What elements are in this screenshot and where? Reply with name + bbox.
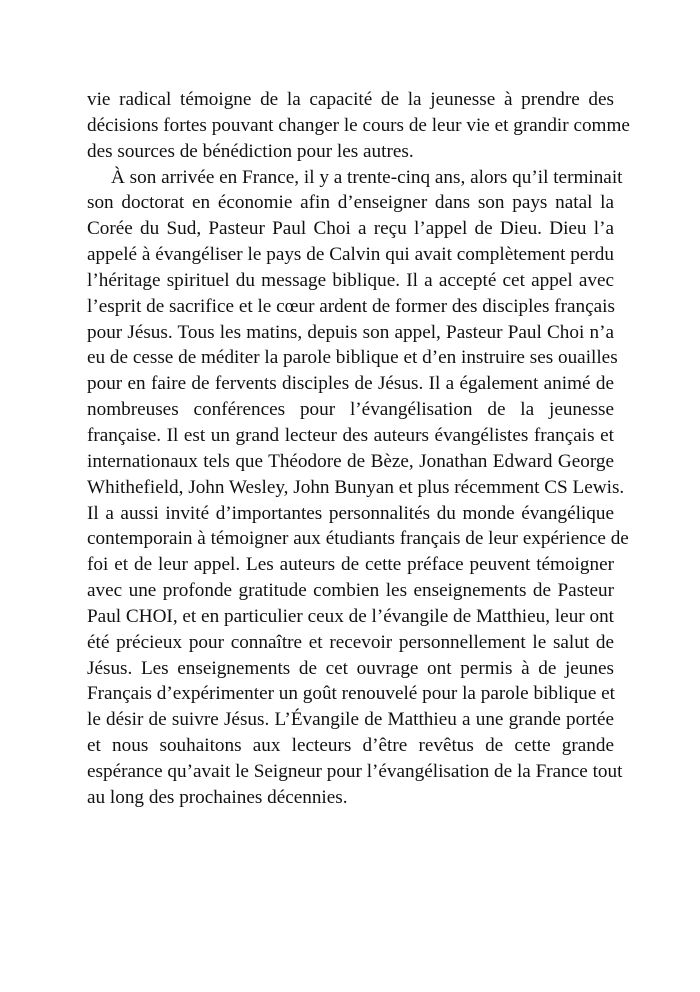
text-line: Paul CHOI, et en particulier ceux de l’évangile de Matthieu, leur ont (87, 605, 614, 627)
text-line: Jésus. Les enseignements de cet ouvrage ont permis à de jeunes (87, 657, 614, 679)
text-line: nombreuses conférences pour l’évangélisation de la jeunesse (87, 399, 614, 421)
text-line: française. Il est un grand lecteur des auteurs évangélistes français et (87, 424, 614, 446)
text-line: appelé à évangéliser le pays de Calvin qui avait complètement perdu (87, 244, 614, 266)
text-line: son doctorat en économie afin d’enseigner dans son pays natal la (87, 192, 614, 214)
text-line: Il a aussi invité d’importantes personnalités du monde évangélique (87, 502, 614, 524)
text-line: des sources de bénédiction pour les autres. (87, 140, 414, 162)
document-page (87, 87, 630, 811)
text-line: pour en faire de fervents disciples de Jésus. Il a également animé de (87, 373, 614, 395)
text-line: l’esprit de sacrifice et le cœur ardent de former des disciples français (87, 295, 615, 317)
text-line: Français d’expérimenter un goût renouvelé pour la parole biblique et (87, 683, 616, 705)
text-line: Whithefield, John Wesley, John Bunyan et plus récemment CS Lewis. (87, 476, 625, 498)
text-line: espérance qu’avait le Seigneur pour l’évangélisation de la France tout (87, 760, 623, 782)
text-line: contemporain à témoigner aux étudiants français de leur expérience de (87, 528, 629, 550)
paragraph (87, 165, 629, 811)
text-line: le désir de suivre Jésus. L’Évangile de Matthieu a une grande portée (87, 709, 614, 731)
text-line: pour Jésus. Tous les matins, depuis son appel, Pasteur Paul Choi n’a (87, 321, 614, 343)
text-line: été précieux pour connaître et recevoir personnellement le salut de (87, 631, 614, 653)
text-line: À son arrivée en France, il y a trente-cinq ans, alors qu’il terminait (111, 166, 623, 188)
text-line: internationaux tels que Théodore de Bèze, Jonathan Edward George (87, 450, 614, 472)
text-line: et nous souhaitons aux lecteurs d’être revêtus de cette grande (87, 735, 614, 757)
text-line: foi et de leur appel. Les auteurs de cette préface peuvent témoigner (87, 554, 614, 576)
text-line: eu de cesse de méditer la parole biblique et d’en instruire ses ouailles (87, 347, 618, 369)
text-line: vie radical témoigne de la capacité de la jeunesse à prendre des (87, 89, 614, 110)
text-line: décisions fortes pouvant changer le cours de leur vie et grandir comme (87, 114, 630, 136)
text-line: l’héritage spirituel du message biblique. Il a accepté cet appel avec (87, 269, 614, 291)
paragraph (87, 87, 630, 165)
text-line: Corée du Sud, Pasteur Paul Choi a reçu l’appel de Dieu. Dieu l’a (87, 218, 614, 240)
text-line: au long des prochaines décennies. (87, 786, 348, 808)
text-line: avec une profonde gratitude combien les enseignements de Pasteur (87, 580, 614, 602)
